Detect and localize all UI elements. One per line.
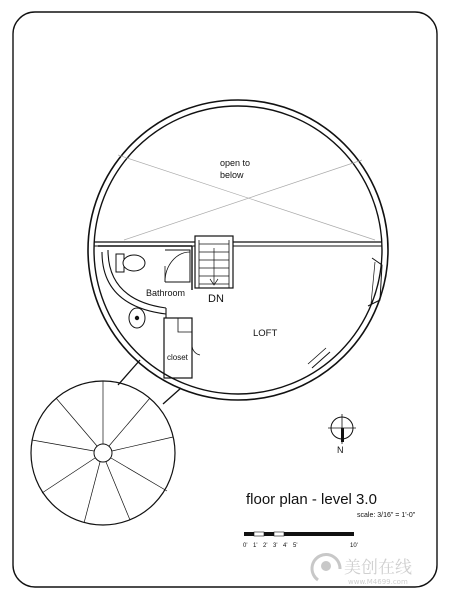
watermark-text: 美创在线 [344, 558, 412, 578]
scale-text: scale: 3/16" = 1'-0" [357, 512, 416, 519]
sink [129, 308, 145, 328]
connector-line-b [163, 388, 181, 404]
closet-label: closet [167, 353, 188, 362]
scale-tick-1: 1' [253, 543, 258, 549]
loft-label: LOFT [253, 328, 278, 339]
north-arrow-icon [328, 414, 356, 444]
window-right [368, 258, 382, 306]
scale-tick-5: 5' [293, 543, 298, 549]
spiral-stair [31, 381, 175, 525]
scale-tick-0: 0' [243, 543, 248, 549]
scale-bar [244, 532, 354, 536]
page-title: floor plan - level 3.0 [246, 491, 377, 508]
stair [195, 236, 233, 288]
scale-tick-2: 2' [263, 543, 268, 549]
open-to-below-label-line1: open to [220, 158, 251, 168]
watermark-url: www.M4699.com [348, 578, 408, 586]
watermark [312, 555, 412, 586]
building-inner-wall [94, 106, 382, 394]
open-to-below-label-line2: below [220, 170, 244, 180]
north-label: N [337, 445, 344, 455]
toilet [116, 254, 145, 272]
stair-dn-label: DN [208, 293, 224, 305]
connector-line-a [118, 360, 140, 385]
scale-tick-4: 4' [283, 543, 288, 549]
scale-tick-3: 3' [273, 543, 278, 549]
scale-tick-10: 10' [350, 543, 358, 549]
building-outer-wall [88, 100, 388, 400]
shower [165, 250, 190, 282]
bathroom-label: Bathroom [146, 288, 186, 298]
window-bottom [308, 348, 330, 368]
closet [164, 318, 200, 378]
